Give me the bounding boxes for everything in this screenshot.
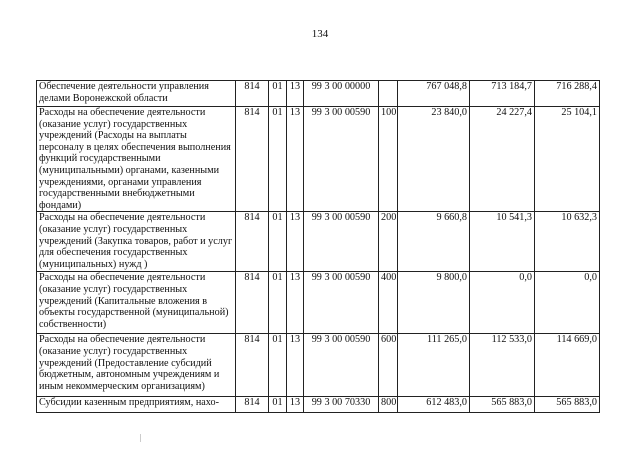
vr-cell: 200 [379, 212, 398, 272]
year1-value-cell: 9 660,8 [398, 212, 470, 272]
ved-cell: 814 [236, 212, 269, 272]
vr-cell: 100 [379, 107, 398, 212]
csr-cell: 99 3 00 00590 [304, 107, 379, 212]
year3-value-cell: 716 288,4 [535, 81, 600, 107]
year1-value-cell: 111 265,0 [398, 334, 470, 397]
csr-cell: 99 3 00 70330 [304, 397, 379, 413]
row-name-cell: Обеспечение деятельности управления делами Воронежской области [37, 81, 236, 107]
rz-cell: 01 [269, 212, 287, 272]
year2-value-cell: 24 227,4 [470, 107, 535, 212]
table-row [37, 397, 600, 413]
rz-cell: 01 [269, 397, 287, 413]
year2-value-cell: 713 184,7 [470, 81, 535, 107]
row-name-cell: Расходы на обеспечение деятельности (оказание услуг) государственных учреждений (Расходы на выплаты персоналу в целях обеспечения выполнения функций государственными (муниципальными) органами, казенными учреждениями, органами управления государственными внебюджетными фондами) [37, 107, 236, 212]
page-number: 134 [311, 28, 329, 40]
pr-cell: 13 [287, 107, 304, 212]
table-row [37, 212, 600, 272]
year3-value-cell: 25 104,1 [535, 107, 600, 212]
rz-cell: 01 [269, 81, 287, 107]
table-row [37, 107, 600, 212]
year3-value-cell: 565 883,0 [535, 397, 600, 413]
rz-cell: 01 [269, 334, 287, 397]
row-name-cell: Расходы на обеспечение деятельности (оказание услуг) государственных учреждений (Закупка товаров, работ и услуг для обеспечения государственных (муниципальных) нужд ) [37, 212, 236, 272]
pr-cell: 13 [287, 397, 304, 413]
table-row [37, 81, 600, 107]
year2-value-cell: 112 533,0 [470, 334, 535, 397]
vr-cell: 600 [379, 334, 398, 397]
row-name-cell: Расходы на обеспечение деятельности (оказание услуг) государственных учреждений (Предоставление субсидий бюджетным, автономным учреждениям и иным некоммерческим организациям) [37, 334, 236, 397]
year2-value-cell: 0,0 [470, 272, 535, 334]
vr-cell [379, 81, 398, 107]
csr-cell: 99 3 00 00590 [304, 272, 379, 334]
year1-value-cell: 612 483,0 [398, 397, 470, 413]
year1-value-cell: 767 048,8 [398, 81, 470, 107]
ved-cell: 814 [236, 272, 269, 334]
rz-cell: 01 [269, 272, 287, 334]
budget-table [36, 80, 600, 413]
csr-cell: 99 3 00 00590 [304, 334, 379, 397]
row-name-cell: Субсидии казенным предприятиям, нахо- [37, 397, 236, 413]
vr-cell: 400 [379, 272, 398, 334]
year1-value-cell: 23 840,0 [398, 107, 470, 212]
scan-artifact [140, 434, 141, 442]
year3-value-cell: 114 669,0 [535, 334, 600, 397]
pr-cell: 13 [287, 334, 304, 397]
ved-cell: 814 [236, 107, 269, 212]
vr-cell: 800 [379, 397, 398, 413]
pr-cell: 13 [287, 212, 304, 272]
year2-value-cell: 565 883,0 [470, 397, 535, 413]
ved-cell: 814 [236, 334, 269, 397]
table-row [37, 334, 600, 397]
year3-value-cell: 0,0 [535, 272, 600, 334]
year1-value-cell: 9 800,0 [398, 272, 470, 334]
pr-cell: 13 [287, 272, 304, 334]
table-row [37, 272, 600, 334]
year2-value-cell: 10 541,3 [470, 212, 535, 272]
year3-value-cell: 10 632,3 [535, 212, 600, 272]
csr-cell: 99 3 00 00590 [304, 212, 379, 272]
pr-cell: 13 [287, 81, 304, 107]
ved-cell: 814 [236, 397, 269, 413]
row-name-cell: Расходы на обеспечение деятельности (оказание услуг) государственных учреждений (Капитальные вложения в объекты государственной (муниципальной) собственности) [37, 272, 236, 334]
rz-cell: 01 [269, 107, 287, 212]
ved-cell: 814 [236, 81, 269, 107]
csr-cell: 99 3 00 00000 [304, 81, 379, 107]
